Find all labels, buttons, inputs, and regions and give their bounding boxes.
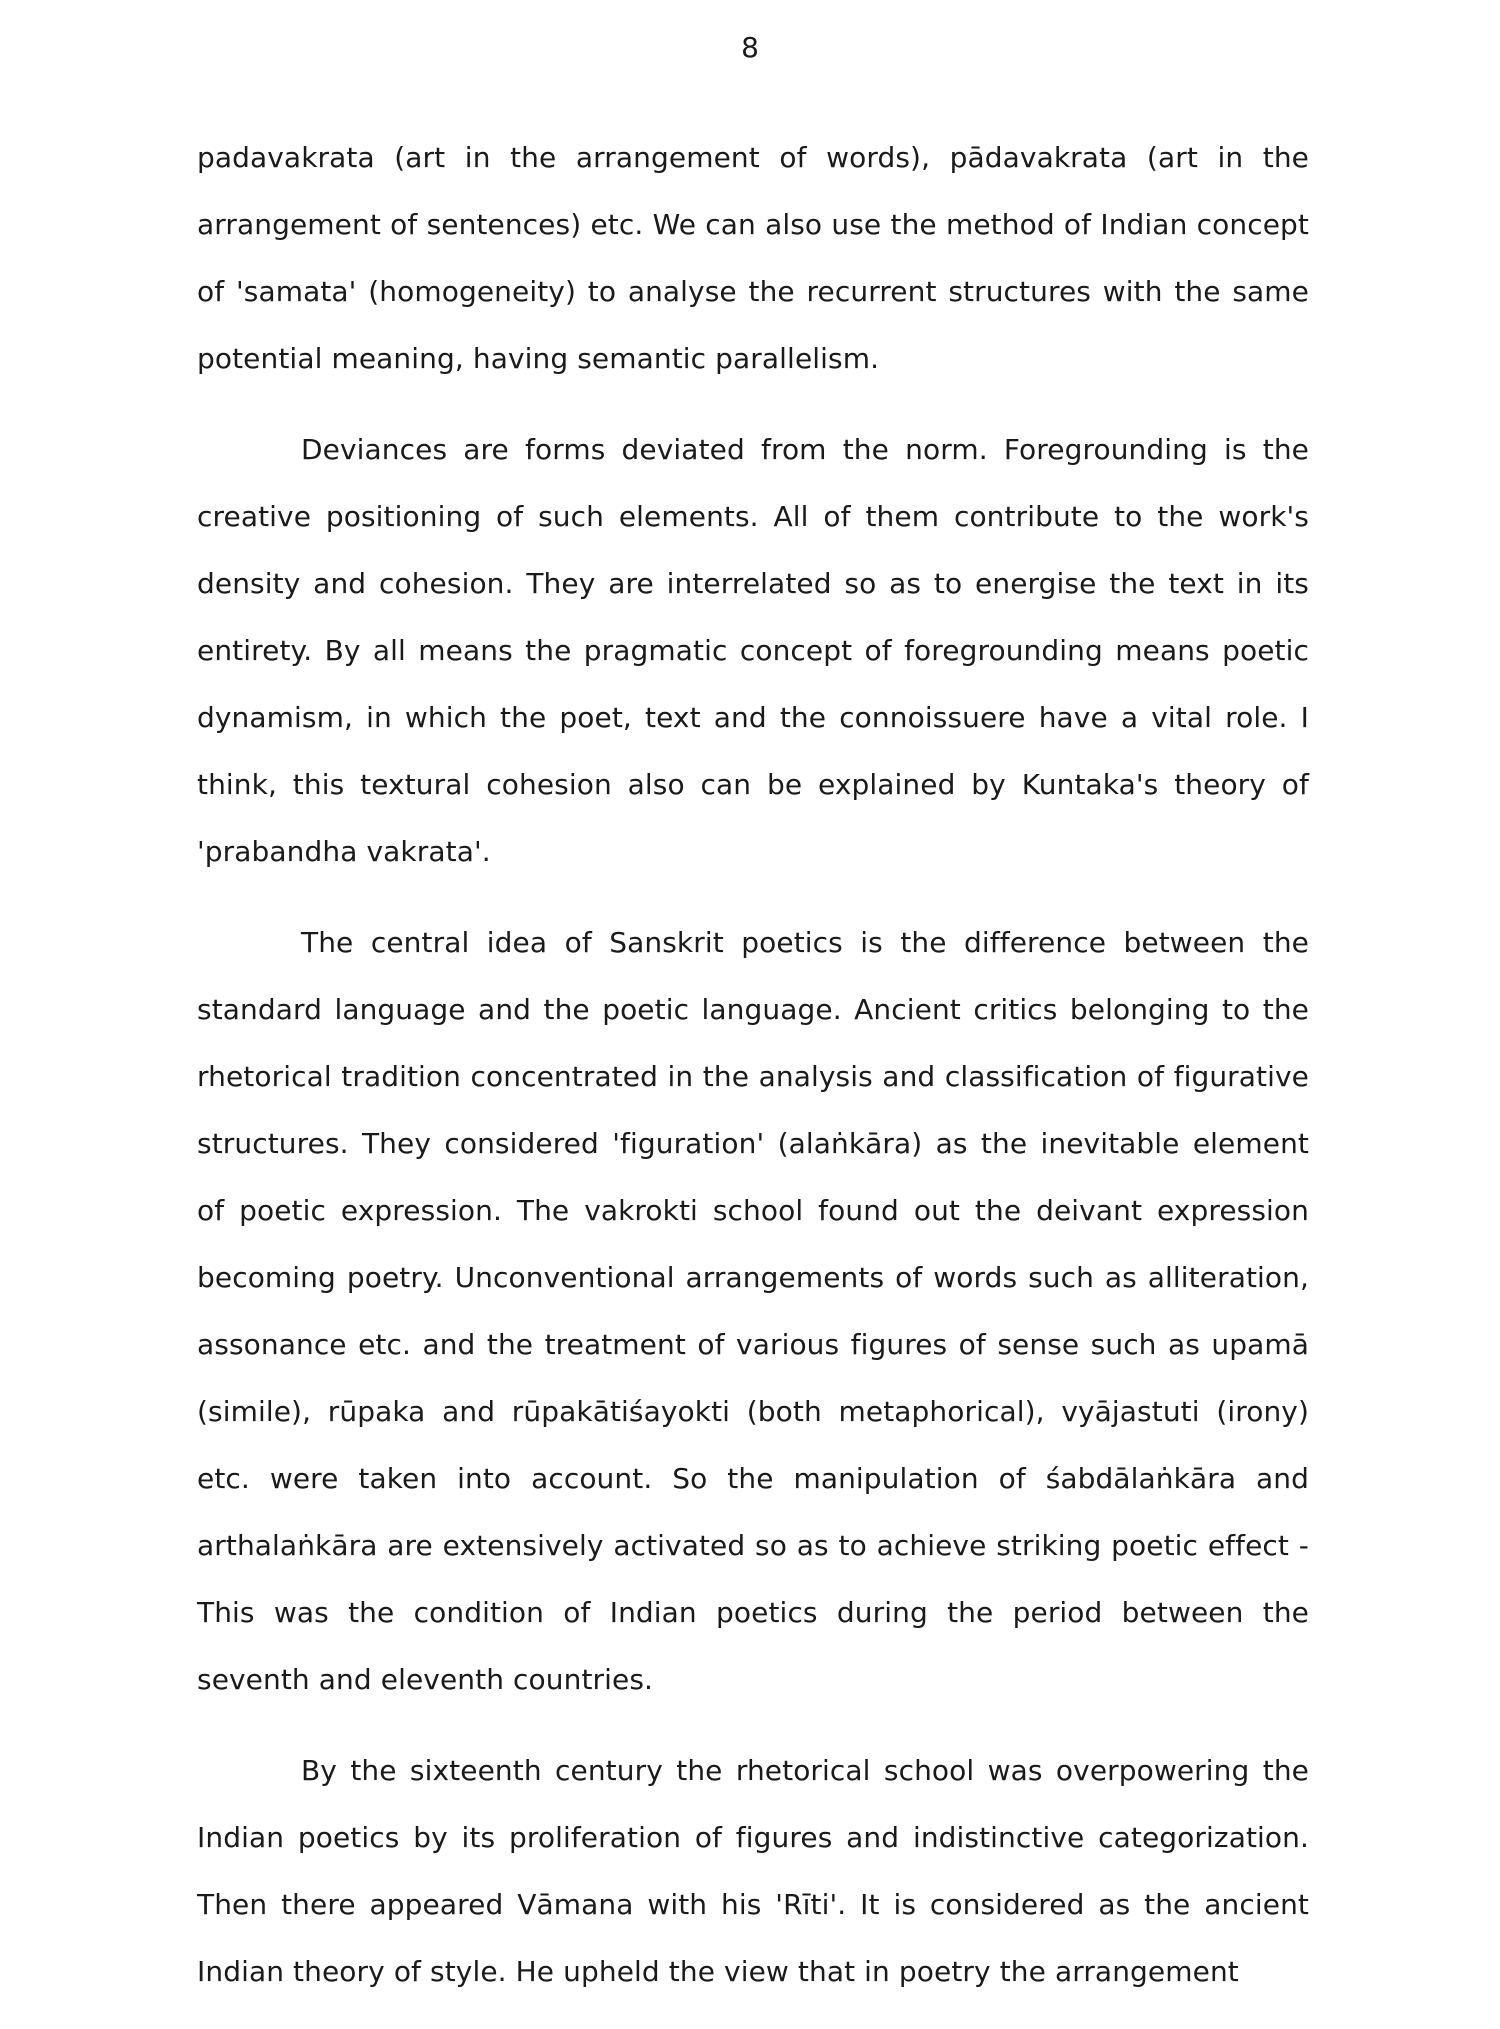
body-text [197,124,1309,2029]
paragraph-continuation: padavakrata (art in the arrangement of words), pādavakrata (art in the arrangement of sentences) etc. We can also use the method of Indian concept of 'samata' (homogeneity) to analyse the recurrent structures with the same potential meaning, having semantic parallelism. [197,141,1309,375]
paragraph-deviances: Deviances are forms deviated from the norm. Foregrounding is the creative positioning of such elements. All of them contribute to the work's density and cohesion. They are interrelated so as to energise the text in its entirety. By all means the pragmatic concept of foregrounding means poetic dynamism, in which the poet, text and the connoissuere have a vital role. I think, this textural cohesion also can be explained by Kuntaka's theory of 'prabandha vakrata'. [197,433,1309,868]
paragraph-rhetorical-school: By the sixteenth century the rhetorical school was overpowering the Indian poetics by its proliferation of figures and indistinctive categorization. Then there appeared Vāmana with his 'Rīti'. It is considered as the ancient Indian theory of style. He upheld the view that in poetry the arrangement [197,1754,1309,1988]
page-number: 8 [741,31,759,64]
paragraph-sanskrit-poetics: The central idea of Sanskrit poetics is the difference between the standard language and the poetic language. Ancient critics belonging to the rhetorical tradition concentrated in the analysis and classification of figurative structures. They considered 'figuration' (alaṅkāra) as the inevitable element of poetic expression. The vakrokti school found out the deivant expression becoming poetry. Unconventional arrangements of words such as alliteration, assonance etc. and the treatment of various figures of sense such as upamā (simile), rūpaka and rūpakātiśayokti (both metaphorical), vyājastuti (irony) etc. were taken into account. So the manipulation of śabdālaṅkāra and arthalaṅkāra are extensively activated so as to achieve striking poetic effect - This was the condition of Indian poetics during the period between the seventh and eleventh countries. [197,926,1309,1696]
